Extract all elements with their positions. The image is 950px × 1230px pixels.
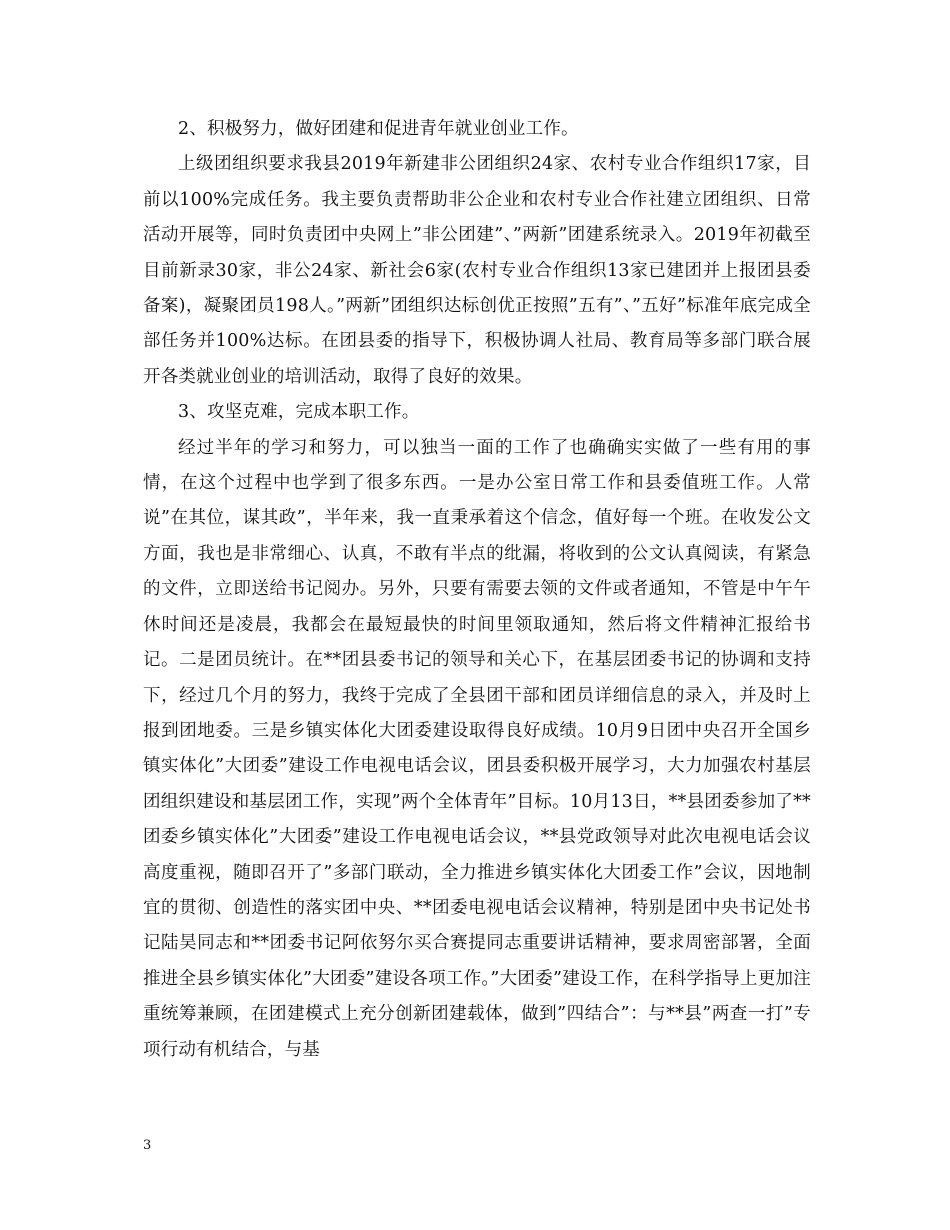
paragraph-youth-employment: 上级团组织要求我县2019年新建非公团组织24家、农村专业合作组织17家，目前以100%完成任务。我主要负责帮助非公企业和农村专业合作社建立团组织、日常活动开展等，同时负责团中央网上”非公团建”、”两新”团建系统录入。2019年初截至目前新录30家，非公24家、新社会6家(农村专业合作组织13家已建团并上报团县委备案)，凝聚团员198人。”两新”团组织达标创优正按照”五有”、”五好”标准年底完成全部任务并100%达标。在团县委的指导下，积极协调人社局、教育局等多部门联合展开各类就业创业的培训活动，取得了良好的效果。 (143, 154, 811, 387)
document-body (143, 112, 811, 1068)
paragraph-heading-2: 2、积极努力，做好团建和促进青年就业创业工作。 (178, 119, 579, 139)
paragraph-heading-3: 3、攻坚克难，完成本职工作。 (178, 402, 420, 423)
page-number: 3 (143, 1138, 152, 1153)
paragraph-duties: 经过半年的学习和努力，可以独当一面的工作了也确确实实做了一些有用的事情，在这个过程中也学到了很多东西。一是办公室日常工作和县委值班工作。人常说”在其位，谋其政”，半年来，我一直秉承着这个信念，值好每一个班。在收发公文方面，我也是非常细心、认真，不敢有半点的纰漏，将收到的公文认真阅读，有紧急的文件，立即送给书记阅办。另外，只要有需要去领的文件或者通知，不管是中午午休时间还是凌晨，我都会在最短最快的时间里领取通知，然后将文件精神汇报给书记。二是团员统计。在**团县委书记的领导和关心下，在基层团委书记的协调和支持下，经过几个月的努力，我终于完成了全县团干部和团员详细信息的录入，并及时上报到团地委。三是乡镇实体化大团委建设取得良好成绩。10月9日团中央召开全国乡镇实体化”大团委”建设工作电视电话会议，团县委积极开展学习，大力加强农村基层团组织建设和基层团工作，实现”两个全体青年”目标。10月13日，**县团委参加了**团委乡镇实体化”大团委”建设工作电视电话会议，**县党政领导对此次电视电话会议高度重视，随即召开了”多部门联动，全力推进乡镇实体化大团委工作”会议，因地制宜的贯彻、创造性的落实团中央、**团委电视电话会议精神，特别是团中央书记处书记陆昊同志和**团委书记阿依努尔买合赛提同志重要讲话精神，要求周密部署，全面推进全县乡镇实体化”大团委”建设各项工作。”大团委”建设工作，在科学指导上更加注重统筹兼顾，在团建模式上充分创新团建载体，做到”四结合”：与**县”两查一打”专项行动有机结合，与基 (143, 437, 811, 1060)
